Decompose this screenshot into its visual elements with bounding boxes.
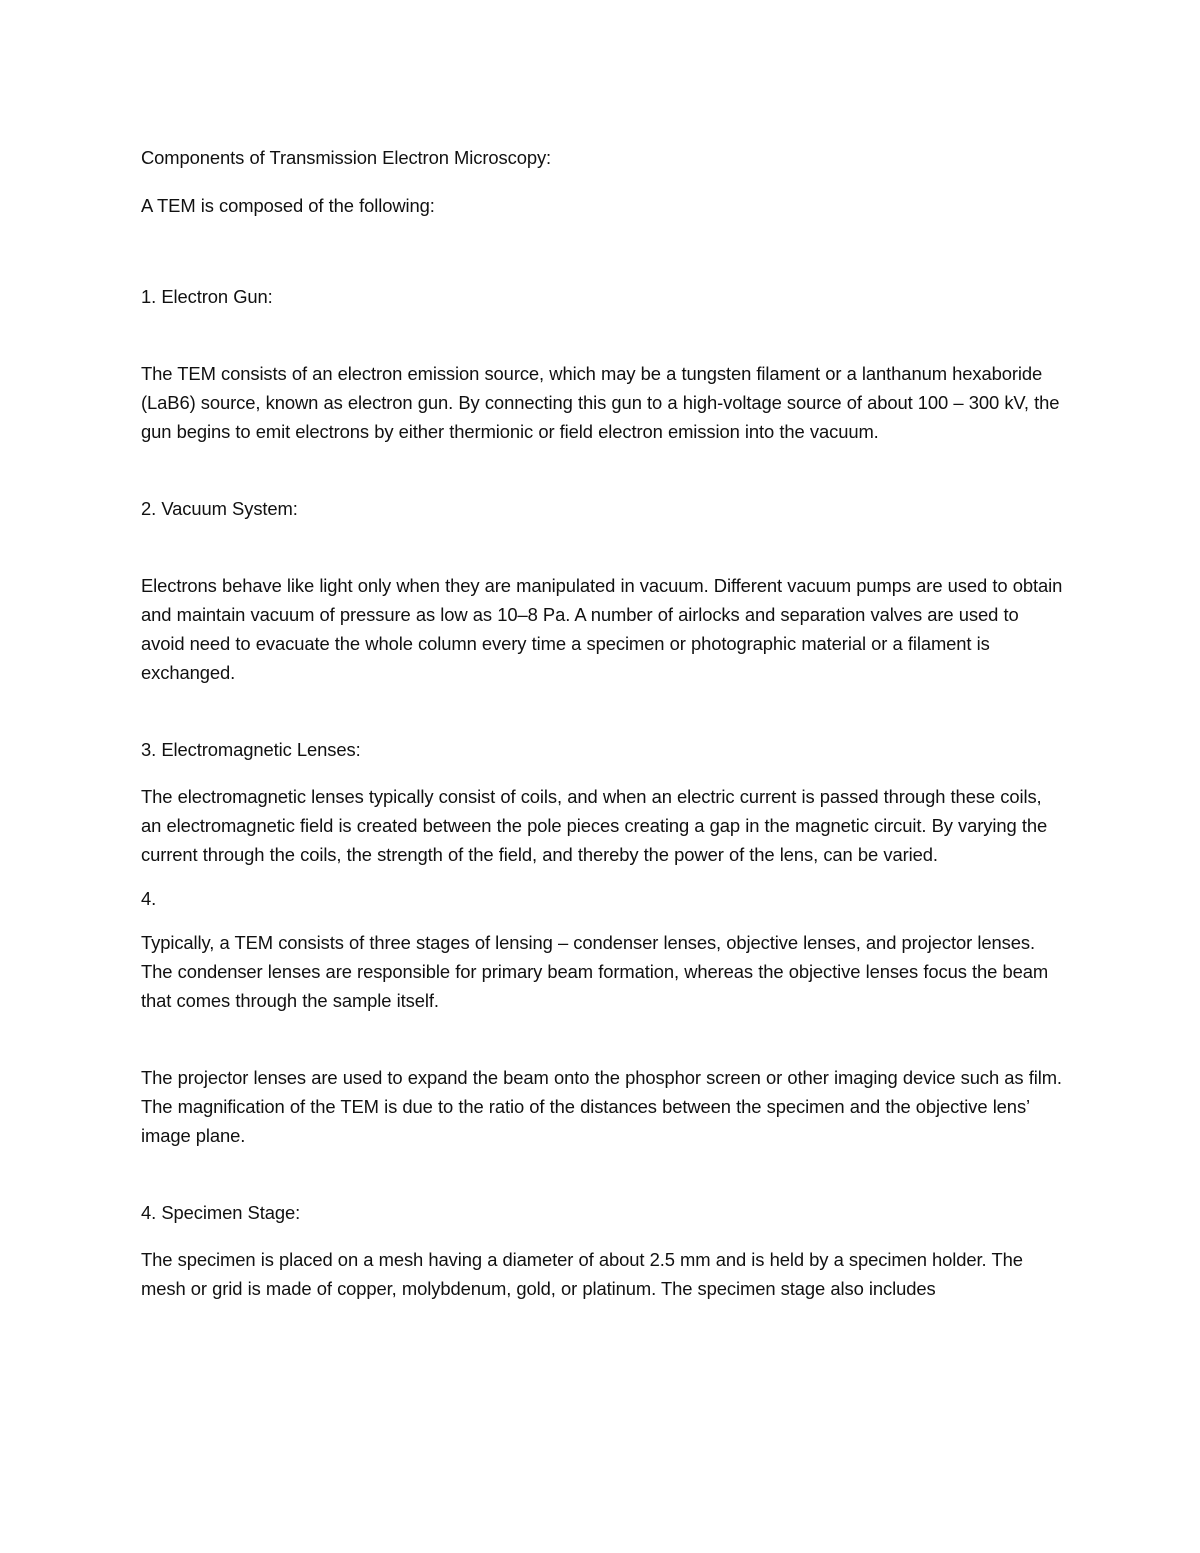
- section-heading-electron-gun: 1. Electron Gun:: [141, 286, 273, 307]
- section-body-electron-gun: The TEM consists of an electron emission source, which may be a tungsten filament or a lanthanum hexaboride (LaB6) source, known as electron gun. By connecting this gun to a high-voltage source of about 100 – 300 kV, the gun begins to emit electrons by either thermionic or field electron emission into the vacuum.: [141, 363, 1060, 442]
- section-heading-vacuum-system: 2. Vacuum System:: [141, 498, 298, 519]
- section-body-vacuum-system: Electrons behave like light only when they are manipulated in vacuum. Different vacuum pumps are used to obtain and maintain vacuum of pressure as low as 10–8 Pa. A number of airlocks and separation valves are used to avoid need to evacuate the whole column every time a specimen or photographic material or a filament is exchanged.: [141, 575, 1063, 683]
- list-number-four: 4.: [141, 888, 157, 909]
- section-body-lensing-stages: Typically, a TEM consists of three stages of lensing – condenser lenses, objective lenses, and projector lenses. The condenser lenses are responsible for primary beam formation, whereas the objective lenses focus the beam that comes through the sample itself.: [141, 932, 1049, 1011]
- section-body-specimen-stage: The specimen is placed on a mesh having a diameter of about 2.5 mm and is held by a specimen holder. The mesh or grid is made of copper, molybdenum, gold, or platinum. The specimen stage also includes: [141, 1249, 1023, 1299]
- document-title: Components of Transmission Electron Microscopy:: [141, 147, 552, 168]
- section-heading-specimen-stage: 4. Specimen Stage:: [141, 1202, 301, 1223]
- intro-text: A TEM is composed of the following:: [141, 195, 435, 216]
- section-body-projector-lenses: The projector lenses are used to expand the beam onto the phosphor screen or other imaging device such as film. The magnification of the TEM is due to the ratio of the distances between the specimen and the objective lens’ image plane.: [141, 1067, 1062, 1146]
- section-heading-electromagnetic-lenses: 3. Electromagnetic Lenses:: [141, 739, 361, 760]
- document-page: [141, 143, 1066, 1303]
- section-body-electromagnetic-lenses: The electromagnetic lenses typically consist of coils, and when an electric current is passed through these coils, an electromagnetic field is created between the pole pieces creating a gap in the magnetic circuit. By varying the current through the coils, the strength of the field, and thereby the power of the lens, can be varied.: [141, 786, 1048, 865]
